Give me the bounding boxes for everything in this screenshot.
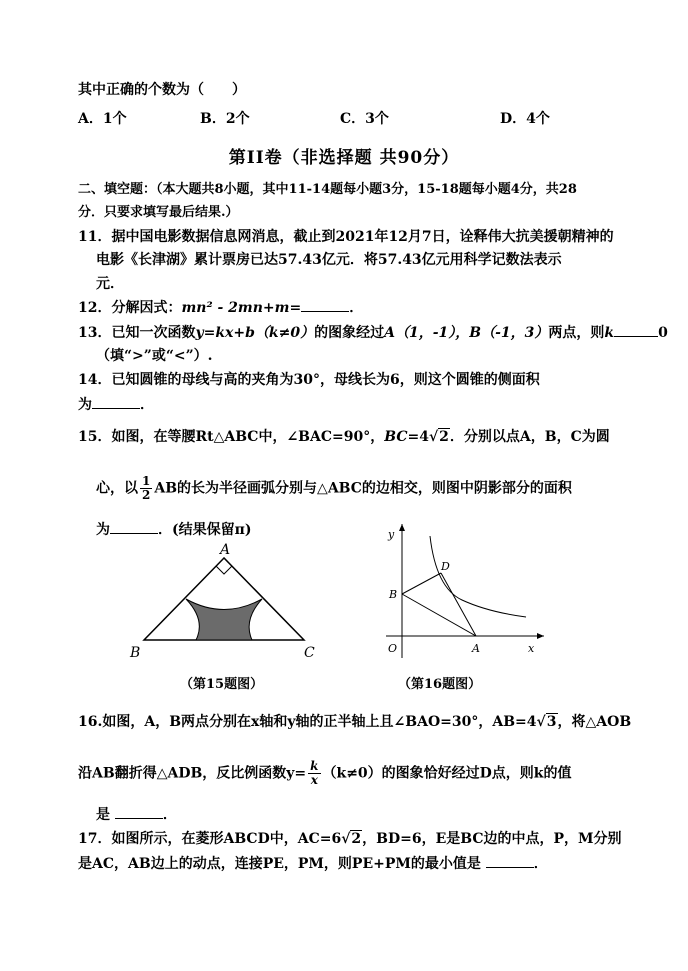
q13-after: 两点，则 [548, 325, 605, 341]
q16-line-2 [78, 760, 572, 787]
fig15-right-angle-mark [216, 566, 232, 574]
sqrt-symbol: √3 [536, 714, 557, 730]
fig16-label-o: O [388, 642, 398, 655]
fig16-segment-bd [402, 573, 441, 594]
fig16-label-b: B [389, 588, 398, 601]
q17-line-1 [78, 829, 622, 849]
fig15-label-b: B [130, 645, 141, 661]
q14-prefix: 为 [78, 397, 92, 413]
q16-line2-b: （k≠0）的图象恰好经过D点，则k的值 [322, 765, 572, 782]
q17-tail: ，BD=6，E是BC边的中点，P，M分别 [362, 831, 622, 847]
q16-radicand: 3 [546, 714, 557, 730]
fig16-x-arrow [537, 633, 544, 639]
section-title: 第II卷（非选择题 共90分） [228, 148, 460, 168]
q13-line-1 [78, 322, 668, 343]
option-d: D．4个 [500, 111, 550, 127]
q14-answer-blank[interactable] [92, 394, 140, 409]
q16-line2-a: 沿AB翻折得△ADB，反比例函数y= [78, 765, 307, 782]
fig16-caption: （第16题图） [398, 677, 482, 692]
q17-radicand: 2 [351, 831, 362, 847]
sqrt-symbol: √2 [428, 429, 449, 445]
q16-prefix: 16.如图，A，B两点分别在x轴和y轴的正半轴上且∠BAO=30°，AB=4 [78, 714, 537, 730]
sqrt-symbol: √2 [341, 831, 362, 847]
fig16-label-y: y [388, 528, 395, 541]
q17-line2-a: 是AC，AB边上的动点，连接PE，PM，则PE+PM的最小值是 [78, 856, 481, 872]
q16-line3-b: ． [162, 807, 177, 823]
q14-suffix: ． [140, 397, 154, 413]
q14-line-1: 14．已知圆锥的母线与高的夹角为30°，母线长为6，则这个圆锥的侧面积 [78, 372, 540, 388]
instructions-line-1: 二、填空题：（本大题共8小题，其中11-14题每小题3分，15-18题每小题4分，共28 [78, 182, 577, 197]
fig15-label-a: A [220, 542, 231, 558]
q13-tail: 0 [658, 325, 668, 341]
q12-expression: mn² - 2mn+m= [181, 300, 302, 316]
q15-line2-a: 心，以 [96, 480, 138, 497]
fig16-label-a: A [472, 642, 480, 655]
q13-mid: 的图象经过 [314, 325, 385, 341]
q11-line-3: 元． [96, 276, 124, 292]
option-b: B．2个 [200, 111, 250, 127]
fig16-hyperbola [430, 536, 526, 617]
fig16-y-arrow [399, 524, 405, 531]
q15-frac-den: 2 [142, 488, 151, 502]
prev-question-tail: 其中正确的个数为（ ） [78, 82, 246, 98]
q12 [78, 297, 363, 318]
instructions-line-2: 分．只要求填写最后结果.） [78, 205, 239, 220]
q15-radicand: 2 [439, 429, 449, 445]
q17-prefix: 17．如图所示，在菱形ABCD中，AC=6 [78, 831, 342, 847]
fig16-label-x: x [528, 642, 535, 655]
q15-line2-b: AB的长为半径画弧分别与△ABC的边相交，则图中阴影部分的面积 [154, 480, 572, 497]
q16-frac-den: x [310, 773, 318, 787]
q11-line-2: 电影《长津湖》累计票房已达57.43亿元．将57.43亿元用科学记数法表示 [96, 252, 562, 268]
q15-fraction [140, 475, 152, 502]
q15-bc-eq: =4 [407, 429, 429, 445]
q12-suffix: ． [349, 300, 364, 316]
q17-line2-b: ． [533, 856, 548, 872]
q15-line-3 [96, 519, 252, 540]
fig15-caption: （第15题图） [180, 677, 264, 692]
q12-answer-blank[interactable] [301, 297, 349, 312]
q15-after: ．分别以点A，B，C为圆 [449, 429, 610, 445]
fig16-label-d: D [441, 560, 450, 573]
q15-frac-num: 1 [142, 474, 151, 488]
q16-answer-blank[interactable] [115, 804, 163, 819]
q15-answer-blank[interactable] [110, 519, 158, 534]
q15-line-2 [96, 475, 572, 502]
q15-bc-label: BC [384, 429, 408, 445]
fig15-shaded-region [186, 599, 262, 640]
q14-line-2 [78, 394, 154, 415]
q13-points: A（1，-1），B（-1，3） [384, 325, 549, 341]
q13-prefix: 13．已知一次函数 [78, 325, 196, 341]
q16-line-3 [96, 804, 177, 825]
figure-16 [378, 518, 546, 664]
option-c: C．3个 [340, 111, 389, 127]
option-a: A．1个 [78, 111, 127, 127]
q15-line-1 [78, 427, 610, 447]
q13-line-2: （填“>”或“<”）. [96, 348, 213, 364]
q17-line-2 [78, 853, 548, 874]
q17-answer-blank[interactable] [486, 853, 534, 868]
q13-var-k: k [604, 325, 615, 341]
q15-line3-a: 为 [96, 522, 110, 538]
q16-frac-num: k [310, 759, 319, 773]
q11-line-1: 11．据中国电影数据信息网消息，截止到2021年12月7日，诠释伟大抗美援朝精神的 [78, 229, 614, 245]
q12-prefix: 12．分解因式： [78, 300, 182, 316]
q13-function: y=kx+b（k≠0） [195, 325, 315, 341]
q16-line3-a: 是 [96, 807, 110, 823]
q16-fraction [308, 760, 320, 787]
q15-line3-b: ．(结果保留π) [158, 522, 252, 538]
q13-answer-blank[interactable] [614, 322, 658, 337]
q16-tail: ，将△AOB [557, 714, 632, 730]
figure-15 [128, 540, 328, 665]
fig15-label-c: C [304, 645, 315, 661]
q15-prefix: 15．如图，在等腰Rt△ABC中，∠BAC=90°， [78, 429, 385, 445]
q16-line-1 [78, 712, 631, 732]
